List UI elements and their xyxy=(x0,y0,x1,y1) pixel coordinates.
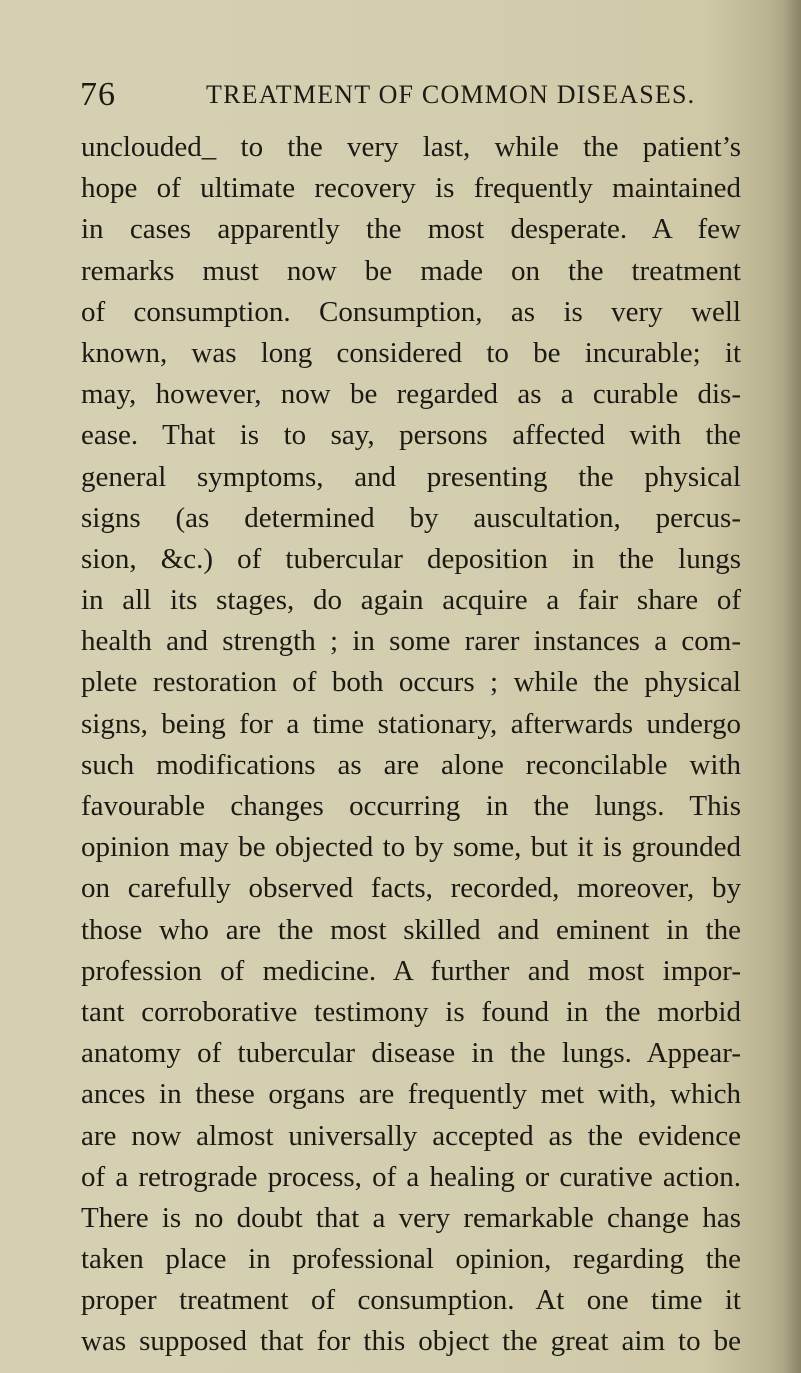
text-line: on carefully observed facts, recorded, moreover, by xyxy=(81,872,741,905)
text-line: health and strength ; in some rarer instances a com- xyxy=(81,625,741,658)
text-line: profession of medicine. A further and most impor- xyxy=(81,954,741,987)
text-line: taken place in professional opinion, regarding the xyxy=(81,1243,741,1276)
text-line: proper treatment of consumption. At one time it xyxy=(81,1284,741,1317)
text-line: such modifications as are alone reconcilable with xyxy=(81,748,741,781)
text-line: plete restoration of both occurs ; while the physical xyxy=(81,666,741,699)
text-line: was supposed that for this object the great aim to be xyxy=(81,1325,741,1358)
text-line: anatomy of tubercular disease in the lungs. Appear- xyxy=(81,1037,741,1070)
text-line: signs (as determined by auscultation, percus- xyxy=(81,501,741,534)
text-line: unclouded_ to the very last, while the patient’s xyxy=(81,131,741,163)
text-line: hope of ultimate recovery is frequently maintained xyxy=(81,172,741,205)
text-line: those who are the most skilled and eminent in the xyxy=(81,913,741,946)
text-line: in all its stages, do again acquire a fair share of xyxy=(81,584,741,617)
body-text xyxy=(81,127,741,1363)
text-line: favourable changes occurring in the lungs. This xyxy=(81,790,741,822)
page-edge-shadow xyxy=(783,0,801,1373)
page-header xyxy=(80,70,740,120)
text-line: opinion may be objected to by some, but it is grounded xyxy=(81,831,741,864)
page-number: 76 xyxy=(80,76,116,113)
running-head: TREATMENT OF COMMON DISEASES. xyxy=(206,80,696,109)
text-line: ease. That is to say, persons affected with the xyxy=(81,419,741,452)
text-line: tant corroborative testimony is found in the morbid xyxy=(81,995,741,1028)
text-line: remarks must now be made on the treatment xyxy=(81,254,741,287)
text-line: There is no doubt that a very remarkable change has xyxy=(81,1201,741,1234)
text-line: in cases apparently the most desperate. A few xyxy=(81,213,741,246)
text-line: known, was long considered to be incurable; it xyxy=(81,336,741,369)
text-line: ances in these organs are frequently met with, which xyxy=(81,1078,741,1111)
text-line: are now almost universally accepted as the evidence xyxy=(81,1119,741,1152)
text-line: sion, &c.) of tubercular deposition in the lungs xyxy=(81,542,741,575)
text-line: general symptoms, and presenting the physical xyxy=(81,460,741,493)
text-line: of a retrograde process, of a healing or curative action. xyxy=(81,1160,741,1193)
text-line: signs, being for a time stationary, afterwards undergo xyxy=(81,707,741,740)
text-line: may, however, now be regarded as a curable dis- xyxy=(81,378,741,411)
text-line: of consumption. Consumption, as is very well xyxy=(81,295,741,328)
